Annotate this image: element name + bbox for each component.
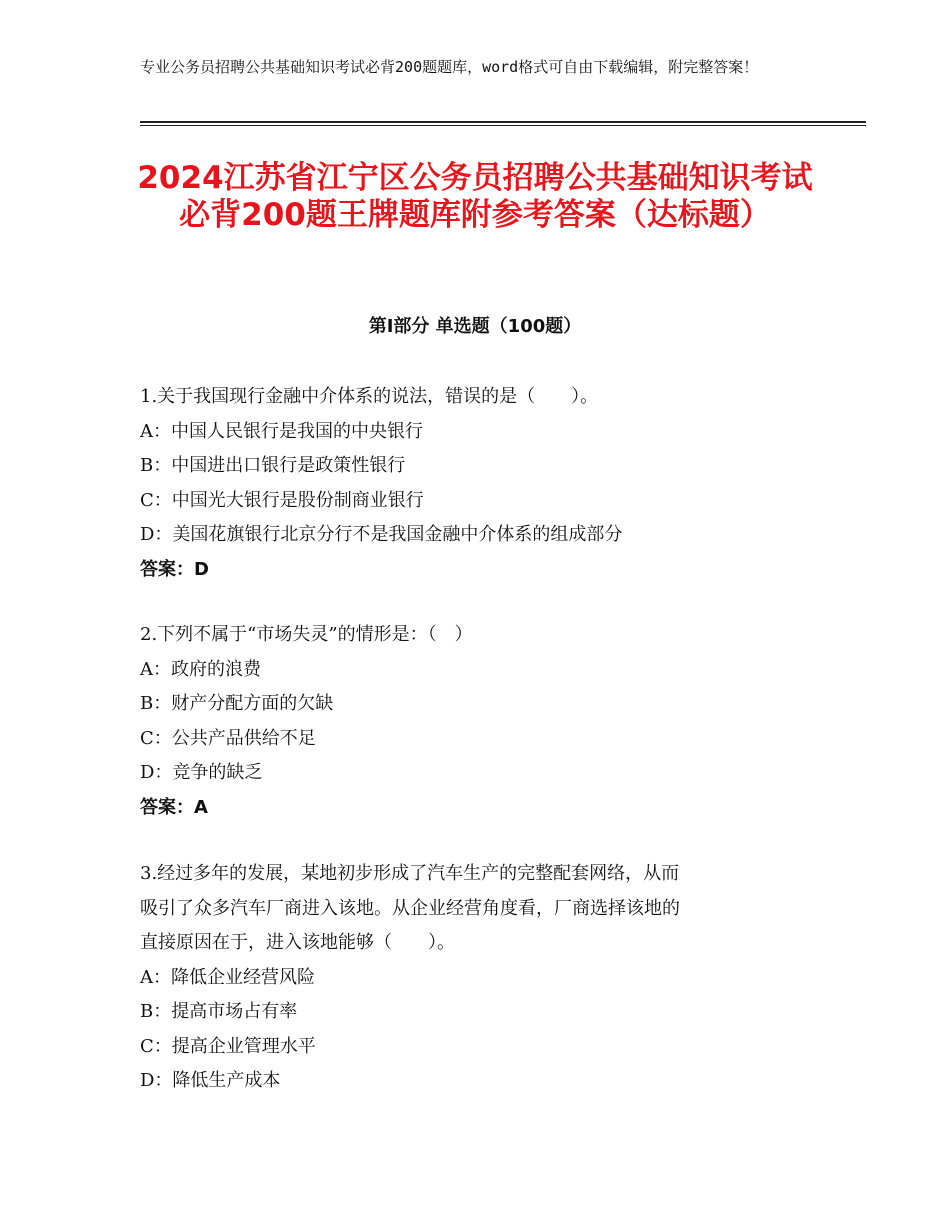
option-a: A：中国人民银行是我国的中央银行 xyxy=(140,420,423,442)
option-b: B：提高市场占有率 xyxy=(140,1001,298,1022)
option-b: B：中国进出口银行是政策性银行 xyxy=(140,455,406,476)
option-d: D：降低生产成本 xyxy=(140,1070,281,1091)
header-rule-thin xyxy=(140,125,866,126)
question-1 xyxy=(140,380,820,587)
option-a: A：政府的浪费 xyxy=(140,658,261,680)
option-d: D：竞争的缺乏 xyxy=(140,762,263,783)
question-stem: 1.关于我国现行金融中介体系的说法，错误的是（ ）。 xyxy=(140,386,599,407)
question-2 xyxy=(140,618,820,825)
answer: 答案：A xyxy=(140,796,208,818)
option-d: D：美国花旗银行北京分行不是我国金融中介体系的组成部分 xyxy=(140,524,623,545)
question-stem: 2.下列不属于“市场失灵”的情形是：（ ） xyxy=(140,624,473,645)
option-b: B：财产分配方面的欠缺 xyxy=(140,693,334,714)
answer: 答案：D xyxy=(140,558,209,580)
option-c: C：提高企业管理水平 xyxy=(140,1035,316,1057)
option-c: C：中国光大银行是股份制商业银行 xyxy=(140,489,424,511)
section-title: 第Ⅰ部分 单选题（100题） xyxy=(368,316,582,337)
option-a: A：降低企业经营风险 xyxy=(140,966,315,988)
option-c: C：公共产品供给不足 xyxy=(140,727,316,749)
question-stem-line: 3.经过多年的发展，某地初步形成了汽车生产的完整配套网络，从而 xyxy=(140,863,680,884)
question-stem-line: 直接原因在于，进入该地能够（ ）。 xyxy=(140,932,455,953)
question-stem-line: 吸引了众多汽车厂商进入该地。从企业经营角度看，厂商选择该地的 xyxy=(140,897,680,919)
header-rule-thick xyxy=(140,121,866,123)
question-3 xyxy=(140,857,820,1099)
header-note: 专业公务员招聘公共基础知识考试必背200题题库，word格式可自由下载编辑，附完整答案！ xyxy=(140,58,759,76)
document-title: 2024江苏省江宁区公务员招聘公共基础知识考试必背200题王牌题库附参考答案（达标题） xyxy=(137,160,813,233)
